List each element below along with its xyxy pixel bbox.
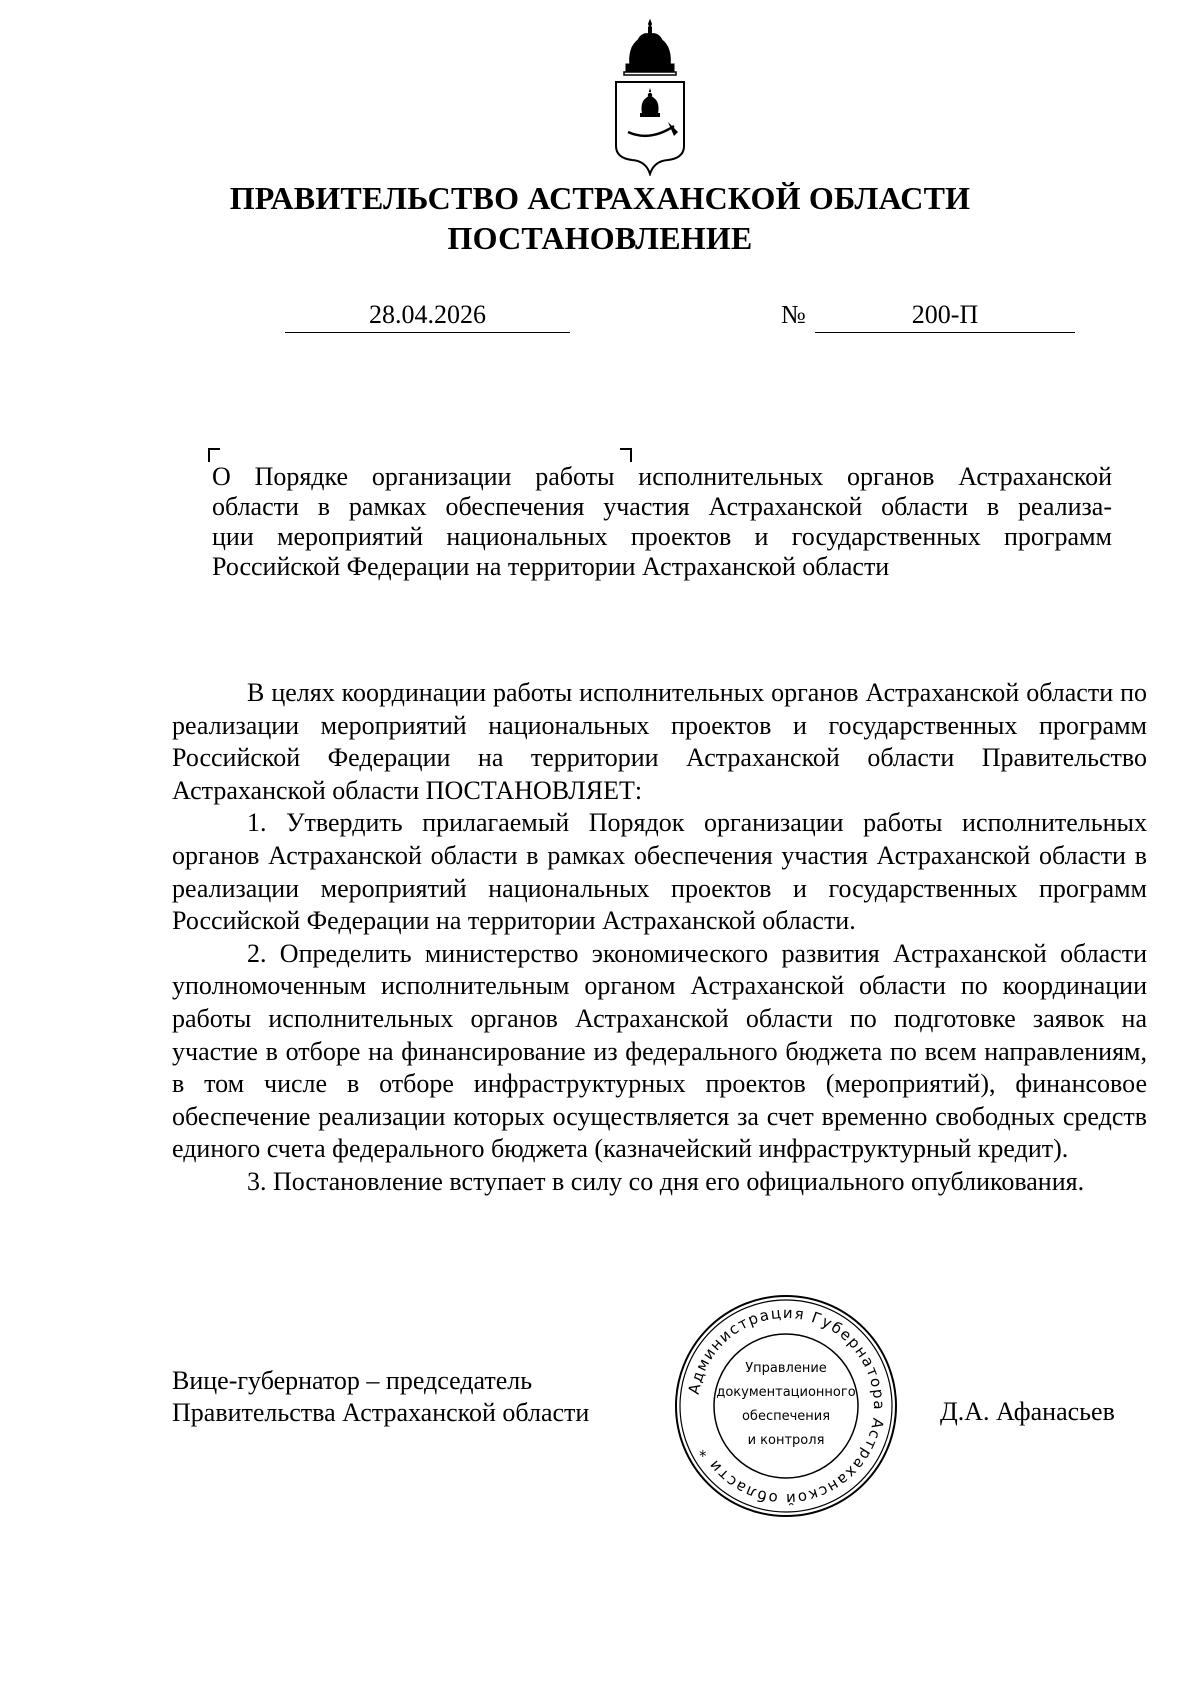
subject-right-corner-mark [620,448,632,462]
signatory-name: Д.А. Афанасьев [940,1397,1115,1426]
document-type-title: ПОСТАНОВЛЕНИЕ [447,220,753,256]
stamp-outer-text: Администрация Губернатора Астраханской области * [684,1303,889,1509]
stamp-inner-line: Управление [745,1361,827,1376]
stamp-inner-line: документационного [716,1385,856,1400]
signatory-position-line: Вице-губернатор – председатель [172,1366,533,1395]
government-title: ПРАВИТЕЛЬСТВО АСТРАХАНСКОЙ ОБЛАСТИ [229,180,971,216]
preamble-paragraph: В целях координации работы исполнительных органов Астраханской области по реализации мероприятий национальных проектов и государственных программ Российской Федерации на территории Астраханской области Правительство Астраханской области ПОСТАНОВЛЯЕТ: [172,678,1147,805]
signatory-position-line: Правительства Астраханской области [172,1398,590,1427]
clause-3-paragraph: 3. Постановление вступает в силу со дня его официального опубликования. [247,1166,1085,1196]
document-number: 200-П [815,300,1075,333]
clause-2-paragraph: 2. Определить министерство экономического развития Астраханской области уполномоченным исполнительным органом Астраханской области по координации работы исполнительных органов Астраханской области по подготовке заявок на участие в отборе на финансирование из федерального бюджета по всем направлениям, в том числе в отборе инфраструктурных проектов (мероприятий), финансовое обеспечение реализации которых осуществляется за счет временно свободных средств единого счета федерального бюджета (казначейский инфраструктурный кредит). [172,938,1147,1164]
clause-1-paragraph: 1. Утвердить прилагаемый Порядок организации работы исполнительных органов Астраханской области в рамках обеспечения участия Астраханской области в реализации мероприятий национальных проектов и государственных программ Российской Федерации на территории Астраханской области. [172,808,1147,936]
signatory-position [172,1365,589,1429]
document-date: 28.04.2026 [285,300,570,333]
subject-left-corner-mark [208,448,220,462]
stamp-inner-line: обеспечения [741,1409,831,1424]
subject-line: области в рамках обеспечения участия Астраханской области в реализа- [212,492,1112,521]
number-sign: № [781,300,806,329]
document-body [172,677,1147,1199]
stamp-inner-line: и контроля [747,1433,825,1448]
coat-of-arms-icon [612,18,688,176]
subject-line: ции мероприятий национальных проектов и государственных программ [212,522,1112,551]
official-stamp [672,1292,900,1520]
document-subject [212,462,1112,582]
subject-line: Российской Федерации на территории Астраханской области [212,552,890,581]
subject-line: О Порядке организации работы исполнительных органов Астраханской [212,462,1112,491]
